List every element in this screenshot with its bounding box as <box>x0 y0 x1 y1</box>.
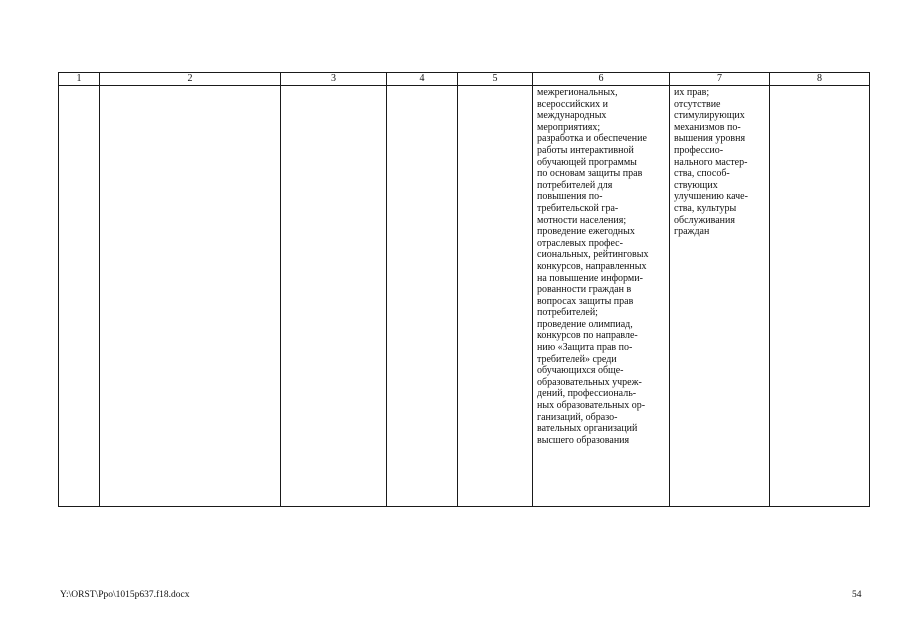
cell-text-line: их прав; <box>674 87 710 98</box>
cell-text-line: отраслевых профес- <box>537 237 623 249</box>
table-row <box>59 86 870 507</box>
cell-text-line: отсутствие <box>674 98 721 110</box>
cell-text-line: сиональных, рейтинговых <box>537 249 649 261</box>
cell-text-line: международных <box>537 110 607 122</box>
cell-text-line: мероприятиях; <box>537 121 601 133</box>
cell-text-line: стимулирующих <box>674 110 745 122</box>
cell-text-line: по основам защиты прав <box>537 168 643 180</box>
cell-text-line: ствующих <box>674 179 718 191</box>
cell-text-line: нию «Защита прав по- <box>537 342 633 354</box>
column-header-7: 7 <box>670 73 770 86</box>
cell-text-line: требителей» среди <box>537 353 617 365</box>
cell-text-line: вопросах защиты прав <box>537 295 634 307</box>
cell-col-7 <box>670 86 770 507</box>
page-number: 54 <box>852 590 862 600</box>
cell-text-line: мотности населения; <box>537 214 627 226</box>
cell-text-line: улучшению каче- <box>674 191 748 203</box>
cell-col-1 <box>59 86 100 507</box>
col7-text <box>670 86 769 238</box>
col6-text <box>533 86 669 446</box>
cell-text-line: граждан <box>674 226 710 238</box>
cell-col-8 <box>770 86 870 507</box>
footer-file-path: Y:\ORST\Ppo\1015p637.f18.docx <box>60 590 190 600</box>
cell-text-line: обучающихся обще- <box>537 365 624 377</box>
cell-text-line: ганизаций, образо- <box>537 411 618 423</box>
cell-text-line: работы интерактивной <box>537 144 634 156</box>
column-header-4: 4 <box>387 73 458 86</box>
cell-text-line: нального мастер- <box>674 156 748 168</box>
cell-text-line: всероссийских и <box>537 98 608 110</box>
cell-text-line: проведение олимпиад, <box>537 318 633 330</box>
cell-text-line: потребителей для <box>537 179 613 191</box>
cell-col-2 <box>100 86 281 507</box>
cell-text-line: разработка и обеспечение <box>537 133 647 145</box>
cell-text-line: повышения по- <box>537 191 603 203</box>
cell-text-line: механизмов по- <box>674 121 741 133</box>
cell-text-line: на повышение информи- <box>537 272 643 284</box>
column-header-1: 1 <box>59 73 100 86</box>
cell-col-5 <box>458 86 533 507</box>
cell-text-line: профессио- <box>674 144 724 156</box>
cell-text-line: потребителей; <box>537 307 598 319</box>
column-header-3: 3 <box>281 73 387 86</box>
header-row <box>59 73 870 86</box>
cell-text-line: образовательных учреж- <box>537 376 642 388</box>
cell-text-line: вательных организаций <box>537 423 638 435</box>
cell-text-line: обслуживания <box>674 214 735 226</box>
column-header-2: 2 <box>100 73 281 86</box>
cell-text-line: вышения уровня <box>674 133 746 145</box>
cell-col-3 <box>281 86 387 507</box>
cell-text-line: ства, культуры <box>674 202 737 214</box>
data-table <box>58 72 870 507</box>
cell-text-line: рованности граждан в <box>537 284 632 296</box>
cell-text-line: ства, способ- <box>674 168 730 180</box>
cell-text-line: конкурсов, направленных <box>537 260 647 272</box>
cell-text-line: проведение ежегодных <box>537 226 635 238</box>
cell-text-line: обучающей программы <box>537 156 637 168</box>
cell-text-line: ных образовательных ор- <box>537 400 646 412</box>
cell-text-line: межрегиональных, <box>537 87 618 98</box>
column-header-5: 5 <box>458 73 533 86</box>
column-header-8: 8 <box>770 73 870 86</box>
cell-text-line: конкурсов по направле- <box>537 330 638 342</box>
cell-col-4 <box>387 86 458 507</box>
cell-text-line: дений, профессиональ- <box>537 388 637 400</box>
column-header-6: 6 <box>533 73 670 86</box>
cell-text-line: требительской гра- <box>537 202 619 214</box>
cell-text-line: высшего образования <box>537 434 630 446</box>
cell-col-6 <box>533 86 670 507</box>
